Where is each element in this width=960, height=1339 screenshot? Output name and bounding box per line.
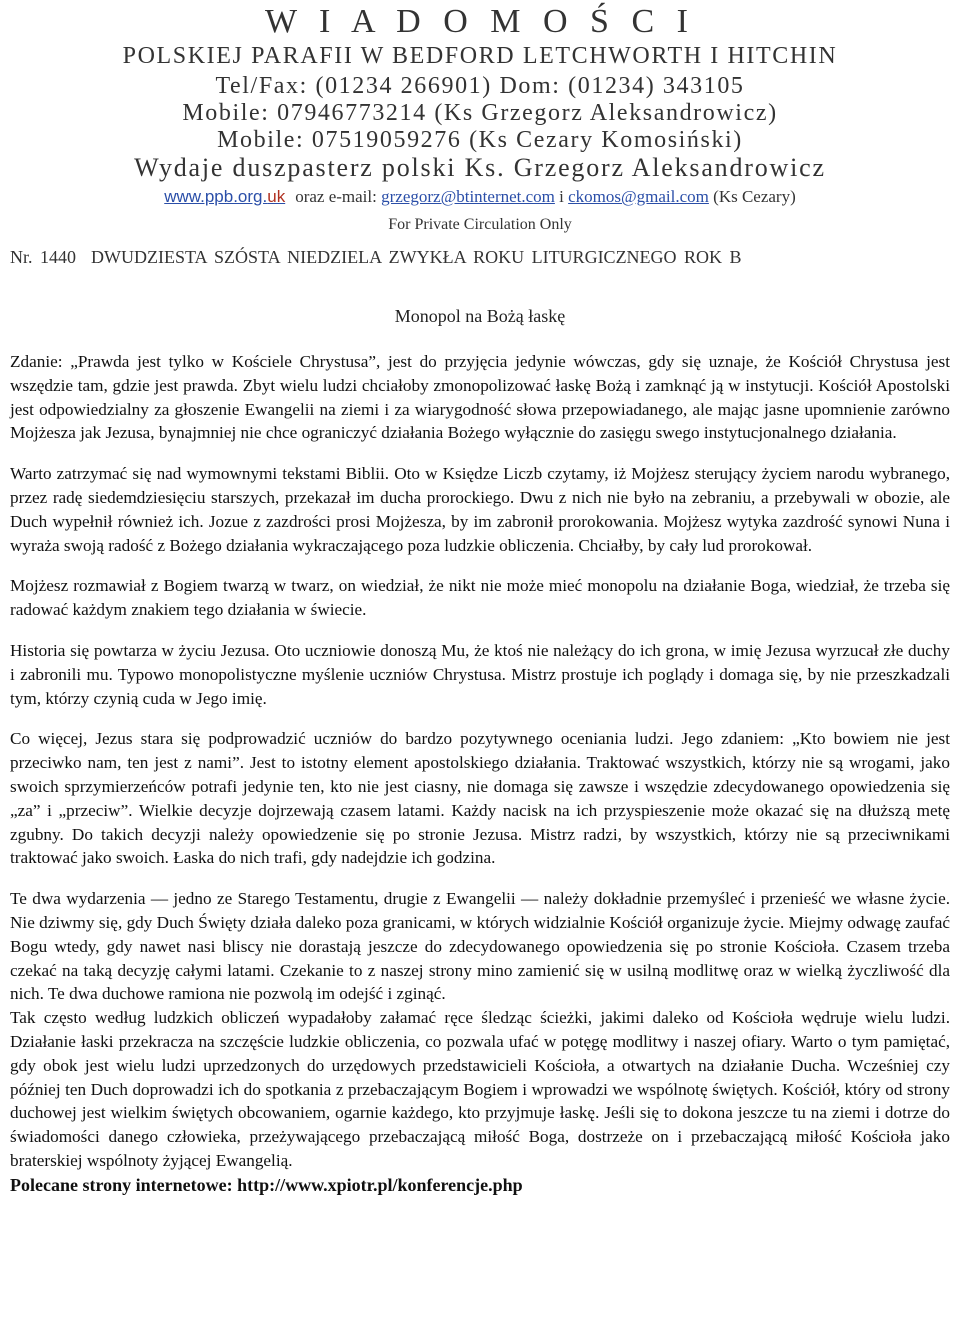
- paragraph: Warto zatrzymać się nad wymownymi tekstami Biblii. Oto w Księdze Liczb czytamy, iż Mojżesz sterujący życiem narodu wybranego, przez radę siedemdziesięciu starszych, przekazał im ducha prorockiego. Dwu z nich nie było na zebraniu, a przebywali w obozie, ale Duch wypełnił również ich. Jozue z zazdrości prosi Mojżesza, by im zabronił prorokowania. Mojżesz wytyka zazdrość synowi Nuna i wyraża swoją radość z Bożego działania wykraczającego poza ludzkie obliczenia. Chciałby, by cały lud prorokował.: [10, 464, 950, 555]
- links-text-1: oraz e-mail:: [295, 187, 377, 206]
- publisher-line: Wydaje duszpasterz polski Ks. Grzegorz Aleksandrowicz: [134, 153, 826, 182]
- newsletter-title: W I A D O M O Ś C I: [265, 3, 695, 40]
- paragraph: Mojżesz rozmawiał z Bogiem twarzą w twarz, on wiedział, że nikt nie może mieć monopolu na działanie Boga, wiedział, że trzeba się radować każdym znakiem tego działania w świecie.: [10, 576, 950, 620]
- website-link[interactable]: [164, 187, 285, 206]
- sunday-title: DWUDZIESTA SZÓSTA NIEDZIELA ZWYKŁA ROKU LITURGICZNEGO ROK B: [91, 247, 742, 267]
- recommended-sites[interactable]: Polecane strony internetowe: http://www.xpiotr.pl/konferencje.php: [10, 1174, 523, 1195]
- paragraph: Zdanie: „Prawda jest tylko w Kościele Chrystusa”, jest do przyjęcia jedynie wówczas, gdy się uznaje, że Kościół Chrystusa jest wszędzie tam, gdzie jest prawda. Zbyt wielu ludzi chciałoby zmonopolizować łaskę Bożą i zamknąć ją w instytucji. Kościół Apostolski jest odpowiedzialny za głoszenie Ewangelii na ziemi i za wiarygodność słowa przepowiadanego, ale mając jasne upomnienie zarówno Mojżesza jak Jezusa, bynajmniej nie chce ograniczyć działania Bożego wyłącznie do zasięgu swego instytucjonalnego działania.: [10, 352, 950, 443]
- circulation-note: For Private Circulation Only: [388, 216, 572, 233]
- website-main: www.ppb.org.: [164, 187, 268, 206]
- paragraph: Tak często według ludzkich obliczeń wypadałoby załamać ręce śledząc ścieżki, jakimi daleko od Kościoła wędruje wielu ludzi. Działanie łaski przekracza na szczęście ludzkie obliczenia, co pozwala ufać w potęgę modlitwy i naszej ofiary. Warto o tym pamiętać, gdy obok jest wielu ludzi uprzedzonych do urzędowych przedstawicieli Kościoła, a otwartych na działanie Ducha. Wcześniej czy później ten Duch doprowadzi ich do spotkania z przebaczającym Bogiem i wprowadzi we wspólnotę świętych. Kościół, który od strony duchowej jest wielkim świętych obcowaniem, ogarnie każdego, kto przyjmuje łaskę. Jeśli się to dokona jeszcze tu na ziemi i dotrze do świadomości danego człowieka, przeżywającego przebaczającą miłość Boga, dostrzeże on i przebaczającą miłość Kościoła jako braterskiej wspólnoty żyjącej Ewangelią.: [10, 1008, 950, 1170]
- article-body: [10, 350, 950, 1215]
- mobile-line-2: Mobile: 07519059276 (Ks Cezary Komosiński): [217, 127, 743, 153]
- links-text-3: (Ks Cezary): [713, 187, 796, 206]
- email-link-1[interactable]: grzegorz@btinternet.com: [381, 187, 555, 206]
- issue-heading: [10, 246, 742, 268]
- issue-number: Nr. 1440: [10, 247, 76, 267]
- article-title: Monopol na Bożą łaskę: [394, 306, 566, 326]
- mobile-line-1: Mobile: 07946773214 (Ks Grzegorz Aleksandrowicz): [182, 100, 778, 126]
- email-link-2[interactable]: ckomos@gmail.com: [568, 187, 709, 206]
- paragraph: Historia się powtarza w życiu Jezusa. Oto uczniowie donoszą Mu, że ktoś nie należący do ich grona, w imię Jezusa wyrzucał złe duchy i zabronili mu. Typowo monopolistyczne myślenie uczniów Chrystusa. Mistrz prostuje ich poglądy i domaga się, by nie przeszkadzali tym, którzy czynią cuda w Jego imię.: [10, 640, 950, 708]
- website-suffix: uk: [267, 187, 286, 206]
- paragraph: Co więcej, Jezus stara się podprowadzić uczniów do bardzo pozytywnego oceniania ludzi. Jego zdaniem: „Kto bowiem nie jest przeciwko nam, ten jest z nami”. Jest to istotny element apostolskiego działania. Traktować wszystkich, którzy nie są wrogami, jako swoich sprzymierzeńców potrafi jedynie ten, kto nie jest ciasny, nie domaga się zawsze i wszędzie zdecydowanego opowiedzenia się „za” i „przeciw”. Wielkie decyzje dojrzewają czasem latami. Każdy nacisk na ich przyspieszenie może okazać się na dłuższą metę zgubny. Do takich decyzji należy opowiedzenie się po stronie Jezusa. Mistrz radzi, by wszystkich, którzy nie są przeciwnikami traktować jako swoich. Łaska do nich trafi, gdy nadejdzie ich godzina.: [10, 729, 950, 868]
- parish-name: POLSKIEJ PARAFII W BEDFORD LETCHWORTH I HITCHIN: [122, 43, 838, 69]
- links-text-2: i: [559, 187, 564, 206]
- phone-line: Tel/Fax: (01234 266901) Dom: (01234) 343105: [215, 73, 745, 99]
- contact-links: [0, 186, 960, 208]
- paragraph: Te dwa wydarzenia — jedno ze Starego Testamentu, drugie z Ewangelii — należy dokładnie przemyśleć i przenieść we własne życie. Nie dziwmy się, gdy Duch Święty działa daleko poza granicami, w których widzialnie Kościół organizuje życie. Miejmy odwagę zaufać Bogu wtedy, gdy nawet nasi bliscy nie dorastają jeszcze do zdecydowanego opowiedzenia się po stronie Kościoła. Czasem trzeba czekać na taką decyzję całymi latami. Czekanie to z naszej strony mino zamienić się w usilną modlitwę oraz w wielką życzliwość dla nich. Te dwa duchowe ramiona nie pozwolą im odejść i zginąć.: [10, 889, 950, 1004]
